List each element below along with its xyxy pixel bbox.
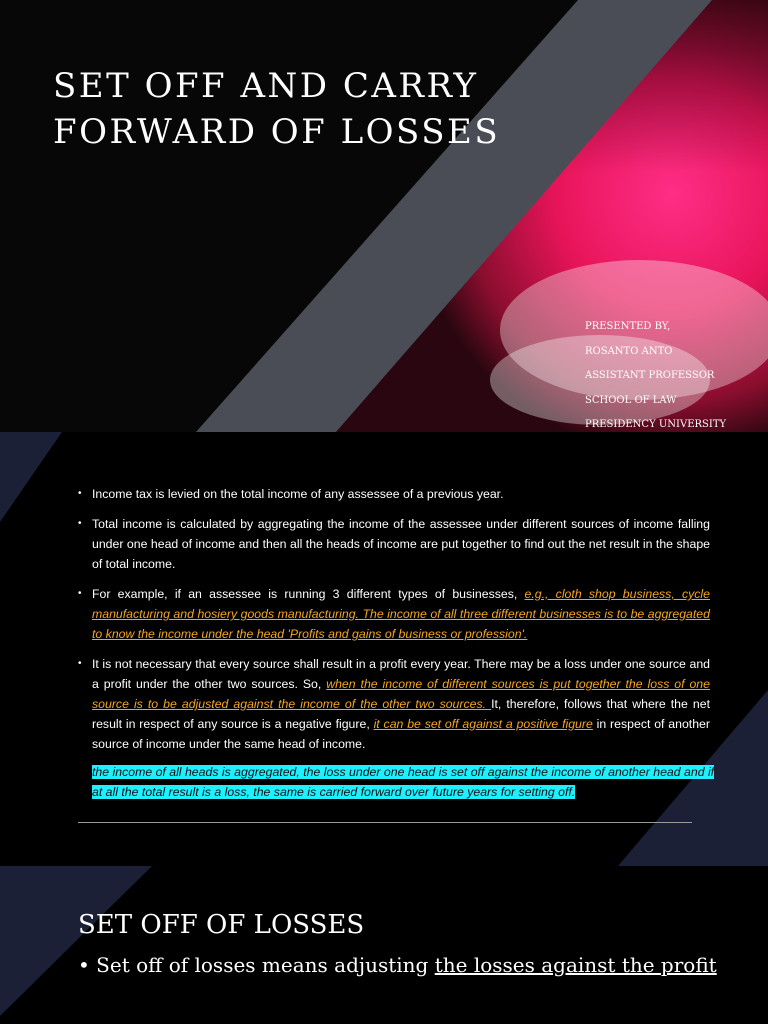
bullet-dot: •	[78, 953, 90, 977]
bullet-dot: •	[78, 658, 82, 669]
bullet-item: • Income tax is levied on the total income of any assessee of a previous year.	[78, 484, 710, 504]
presenter-name: ROSANTO ANTO	[585, 345, 673, 357]
bullet-dot: •	[78, 518, 82, 529]
set-off-slide-background-graphic	[0, 866, 768, 1024]
presenter-line: PRESENTED BY,	[585, 321, 671, 332]
underlined-phrase: the losses against the profit	[434, 953, 717, 977]
highlighted-phrase: it can be set off against a positive figure	[373, 717, 593, 731]
presenter-university: PRESIDENCY UNIVERSITY	[585, 419, 727, 430]
highlighted-example: e.g., cloth shop business, cycle manufacturing and hosiery goods manufacturing. The income of all three different businesses is to be aggregated to know the income under the head 'Profits and gains of business or profession'.	[92, 587, 710, 641]
cyan-highlighted-summary: the income of all heads is aggregated, the loss under one head is set off against the income of another head and if at all the total result is a loss, the same is carried forward over future years for setting off.	[92, 765, 715, 799]
title-slide	[0, 0, 768, 432]
bullet-dot: •	[78, 588, 82, 599]
highlighted-phrase: when the income of different sources is put together the loss of one source is to be adjusted against the income of the other two sources.	[92, 677, 710, 711]
bullet-item: • For example, if an assessee is running 3 different types of businesses, e.g., cloth shop business, cycle manufacturing and hosiery goods manufacturing. The income of all three different businesses is to be aggregated to know the income under the head 'Profits and gains of business or profession'.	[78, 584, 710, 644]
presenter-info	[585, 320, 726, 432]
divider-line	[78, 822, 692, 823]
content-slide	[0, 432, 768, 866]
bullet-list	[78, 484, 710, 764]
slide-title-line-1: SET OFF AND CARRY	[53, 66, 479, 106]
bullet-item: • It is not necessary that every source shall result in a profit every year. There may be a loss under one source and a profit under the other two sources. So, when the income of different sources is put together the loss of one source is to be adjusted against the income of the other two sources. It, therefore, follows that where the net result in respect of any source is a negative figure, it can be set off against a positive figure in respect of another source of income under the same head of income.	[78, 654, 710, 754]
slide-title-line-2: FORWARD OF LOSSES	[53, 112, 501, 152]
presenter-role: ASSISTANT PROFESSOR	[585, 370, 715, 381]
navy-corner-top-left	[0, 866, 152, 1016]
bullet-item: • Total income is calculated by aggregating the income of the assessee under different sources of income falling under one head of income and then all the heads of income are put together to find out the net result in the shape of total income.	[78, 514, 710, 574]
section-heading: SET OFF OF LOSSES	[78, 910, 365, 940]
presenter-school: SCHOOL OF LAW	[585, 394, 677, 406]
navy-corner-top-left	[0, 432, 62, 522]
set-off-slide	[0, 866, 768, 1024]
summary-highlight	[78, 762, 724, 802]
bullet-dot: •	[78, 488, 82, 499]
slide-title	[53, 63, 500, 155]
set-off-bullet: • Set off of losses means adjusting the losses against the profit	[78, 953, 717, 977]
